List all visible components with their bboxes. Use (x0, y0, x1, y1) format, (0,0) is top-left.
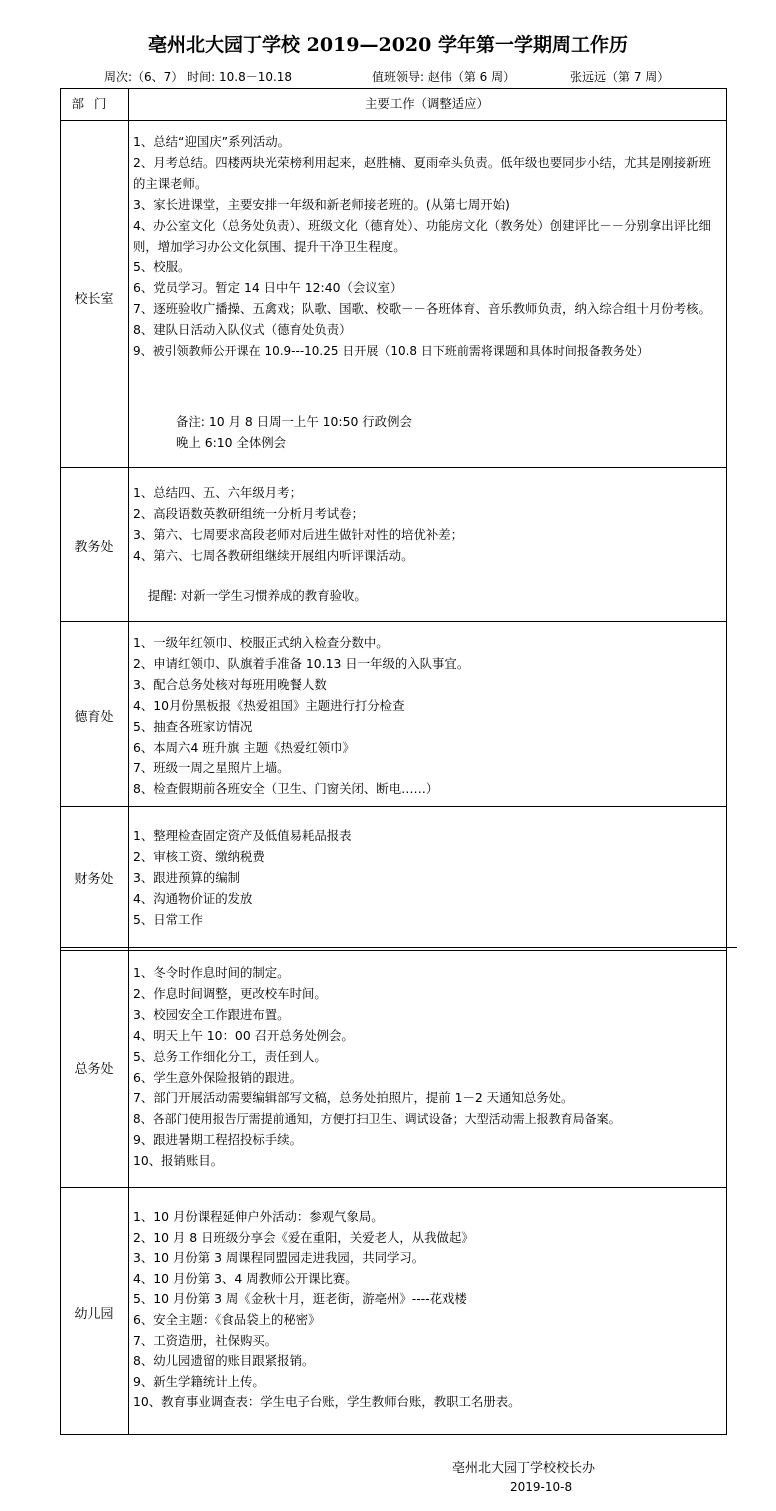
list-item: 10、报销账目。 (133, 1153, 224, 1169)
duty-leader-week6: 值班领导: 赵伟（第 6 周） (372, 70, 516, 84)
section-list-finance (133, 826, 723, 931)
list-item: 3、跟进预算的编制 (133, 869, 241, 885)
list-item: 4、10月份黑板报《热爱祖国》主题进行打分检查 (133, 697, 405, 713)
section-name-finance: 财务处 (74, 872, 114, 887)
list-item: 5、日常工作 (133, 911, 203, 927)
list-item: 2、审核工资、缴纳税费 (133, 848, 265, 864)
list-item: 2、月考总结。四楼两块光荣榜利用起来，赵胜楠、夏雨牵头负责。低年级也要同步小结，尤其是刚接新班的主课老师。 (133, 154, 711, 191)
list-item: 1、整理检查固定资产及低值易耗品报表 (133, 828, 352, 843)
list-item: 7、逐班验收广播操、五禽戏；队歌、国歌、校歌－－各班体育、音乐教师负责，纳入综合组十月份考核。 (133, 301, 711, 317)
list-item: 3、第六、七周要求高段老师对后进生做针对性的培优补差； (133, 526, 464, 542)
principal-note: 备注: 10 月 8 日周一上午 10:50 行政例会 (176, 414, 412, 429)
list-item: 7、班级一周之星照片上墙。 (133, 760, 290, 776)
list-item: 6、安全主题：《食品袋上的秘密》 (133, 1311, 321, 1327)
principal-note-evening: 晚上 6:10 全体例会 (176, 435, 287, 450)
duty-leader-week7: 张远远（第 7 周） (570, 70, 670, 84)
list-item: 6、学生意外保险报销的跟进。 (133, 1069, 302, 1085)
list-item: 10、教育事业调查表：学生电子台账，学生教师台账，教职工名册表。 (133, 1394, 521, 1410)
list-item: 1、冬令时作息时间的制定。 (133, 965, 290, 980)
week-info: 周次:（6、7） 时间: 10.8－10.18 (104, 70, 293, 84)
list-item: 2、申请红领巾、队旗着手准备 10.13 日一年级的入队事宜。 (133, 655, 470, 671)
list-item: 6、党员学习。暂定 14 日中午 12:40（会议室） (133, 280, 403, 296)
list-item: 1、总结四、五、六年级月考； (133, 485, 302, 500)
section-name-kindergarten: 幼儿园 (74, 1307, 114, 1322)
section-list-kindergarten (133, 1207, 723, 1413)
list-item: 4、第六、七周各教研组继续开展组内听评课活动。 (133, 547, 414, 563)
list-item: 8、检查假期前各班安全（卫生、门窗关闭、断电……） (133, 781, 439, 797)
list-item: 3、配合总务处核对每班用晚餐人数 (133, 676, 327, 692)
list-item: 8、幼儿园遗留的账目跟紧报销。 (133, 1353, 315, 1369)
academic-note: 提醒: 对新一学生习惯养成的教育验收。 (148, 588, 367, 603)
list-item: 4、办公室文化（总务处负责）、班级文化（德育处）、功能房文化（教务处）创建评比－－分别拿出评比细则，增加学习办公文化氛围、提升干净卫生程度。 (133, 217, 711, 254)
list-item: 1、一级年红领巾、校服正式纳入检查分数中。 (133, 635, 389, 650)
list-item: 3、10 月份第 3 周课程同盟园走进我园，共同学习。 (133, 1250, 425, 1266)
list-item: 2、高段语数英教研组统一分析月考试卷； (133, 505, 364, 521)
section-name-moral: 德育处 (74, 710, 114, 725)
section-name-principal: 校长室 (74, 292, 114, 307)
section-list-general (133, 963, 723, 1172)
list-item: 1、总结“迎国庆”系列活动。 (133, 134, 291, 149)
list-item: 1、10 月份课程延伸户外活动：参观气象局。 (133, 1209, 384, 1224)
list-item: 2、作息时间调整，更改校车时间。 (133, 985, 327, 1001)
list-item: 6、本周六4 班升旗 主题《热爱红领巾》 (133, 739, 355, 755)
list-item: 7、部门开展活动需要编辑部写文稿，总务处拍照片，提前 1－2 天通知总务处。 (133, 1090, 574, 1106)
section-name-academic: 教务处 (74, 540, 114, 555)
signature-date: 2019-10-8 (510, 1480, 573, 1494)
list-item: 3、校园安全工作跟进布置。 (133, 1006, 290, 1022)
list-item: 5、10 月份第 3 周《金秋十月，逛老街，游亳州》----花戏楼 (133, 1291, 467, 1307)
list-item: 7、工资造册，社保购买。 (133, 1332, 278, 1348)
list-item: 2、10 月 8 日班级分享会《爱在重阳，关爱老人，从我做起》 (133, 1229, 474, 1245)
section-list-academic (133, 483, 723, 567)
list-item: 9、新生学籍统计上传。 (133, 1373, 265, 1389)
header-work: 主要工作（调整适应） (365, 96, 489, 111)
list-item: 5、校服。 (133, 259, 191, 275)
signature-office: 亳州北大园丁学校校长办 (452, 1461, 596, 1476)
list-item: 5、总务工作细化分工，责任到人。 (133, 1048, 327, 1064)
list-item: 3、家长进课堂，主要安排一年级和新老师接老班的。(从第七周开始) (133, 196, 510, 212)
list-item: 4、明天上午 10：00 召开总务处例会。 (133, 1027, 354, 1043)
list-item: 8、各部门使用报告厅需提前通知，方便打扫卫生、调试设备；大型活动需上报教育局备案。 (133, 1112, 621, 1127)
header-dept: 部门 (71, 96, 117, 111)
list-item: 8、建队日活动入队仪式（德育处负责） (133, 322, 352, 338)
section-list-principal (133, 132, 723, 362)
list-item: 5、抽查各班家访情况 (133, 718, 253, 734)
list-item: 4、沟通物价证的发放 (133, 890, 253, 906)
list-item: 9、跟进暑期工程招投标手续。 (133, 1132, 302, 1148)
page-title: 亳州北大园丁学校 2019—2020 学年第一学期周工作历 (148, 34, 628, 56)
list-item: 9、被引领教师公开课在 10.9---10.25 日开展（10.8 日下班前需将课题和具体时间报备教务处） (133, 344, 649, 359)
list-item: 4、10 月份第 3、4 周教师公开课比赛。 (133, 1270, 358, 1286)
section-name-general: 总务处 (74, 1062, 114, 1077)
section-list-moral (133, 633, 723, 800)
